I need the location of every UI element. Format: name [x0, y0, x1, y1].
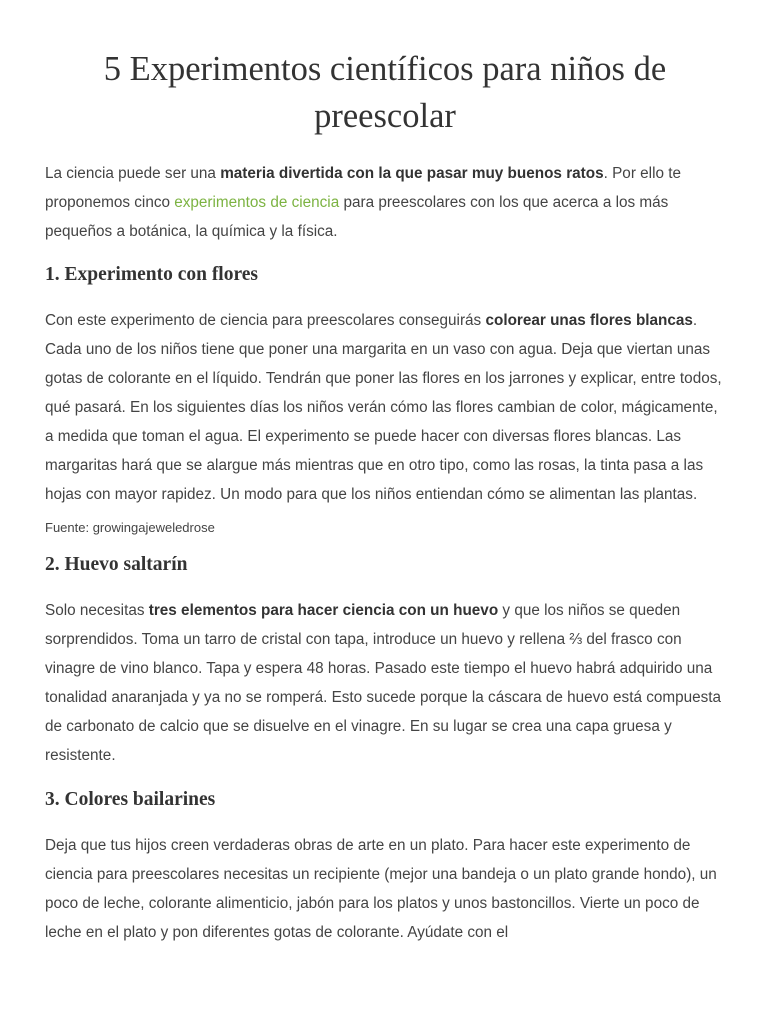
section-heading-huevo: 2. Huevo saltarín: [45, 554, 188, 575]
section-paragraph-flores: [45, 306, 725, 509]
section-paragraph-colores: Deja que tus hijos creen verdaderas obras de arte en un plato. Para hacer este experimento de ciencia para preescolares necesitas un recipiente (mejor una bandeja o un plato grande hondo), un poco de leche, colorante alimenticio, jabón para los platos y unos bastoncillos. Vierte un poco de leche en el plato y pon diferentes gotas de colorante. Ayúdate con el: [45, 837, 717, 941]
intro-text: . Por ello te proponemos cinco: [45, 165, 681, 211]
intro-text: La ciencia puede ser una: [45, 165, 221, 182]
image-source-caption: Fuente: growingajeweledrose: [45, 520, 215, 535]
intro-paragraph: [45, 159, 725, 246]
paragraph-text: Con este experimento de ciencia para preescolares conseguirás: [45, 312, 486, 329]
paragraph-bold-text: colorear unas flores blancas: [485, 312, 693, 329]
paragraph-text: y que los niños se queden sorprendidos. Toma un tarro de cristal con tapa, introduce un huevo y rellena ⅔ del frasco con vinagre de vino blanco. Tapa y espera 48 horas. Pasado este tiempo el huevo habrá adquirido una tonalidad anaranjada y ya no se romperá. Esto sucede porque la cáscara de huevo está compuesta de carbonato de calcio que se disuelve en el vinagre. En su lugar se crea una capa gruesa y resistente.: [45, 602, 722, 764]
section-paragraph-huevo: [45, 596, 725, 770]
paragraph-text: . Cada uno de los niños tiene que poner una margarita en un vaso con agua. Deja que viertan unas gotas de colorante en el líquido. Tendrán que poner las flores en los jarrones y explicar, entre todos, qué pasará. En los siguientes días los niños verán cómo las flores cambian de color, mágicamente, a medida que toman el agua. El experimento se puede hacer con diversas flores blancas. Las margaritas hará que se alargue más mientras que en otro tipo, como las rosas, la tinta pasa a las hojas con mayor rapidez. Un modo para que los niños entiendan cómo se alimentan las plantas.: [45, 312, 722, 503]
section-heading-flores: 1. Experimento con flores: [45, 264, 259, 285]
experimentos-de-ciencia-link[interactable]: experimentos de ciencia: [174, 194, 340, 211]
paragraph-text: Solo necesitas: [45, 602, 149, 619]
intro-text: para preescolares con los que acerca a los más pequeños a botánica, la química y la física.: [45, 194, 669, 240]
article: [45, 46, 725, 947]
intro-bold-text: materia divertida con la que pasar muy buenos ratos: [220, 165, 604, 182]
section-heading-colores: 3. Colores bailarines: [45, 789, 216, 810]
paragraph-bold-text: tres elementos para hacer ciencia con un huevo: [148, 602, 499, 619]
page-title: 5 Experimentos científicos para niños de preescolar: [103, 50, 667, 135]
